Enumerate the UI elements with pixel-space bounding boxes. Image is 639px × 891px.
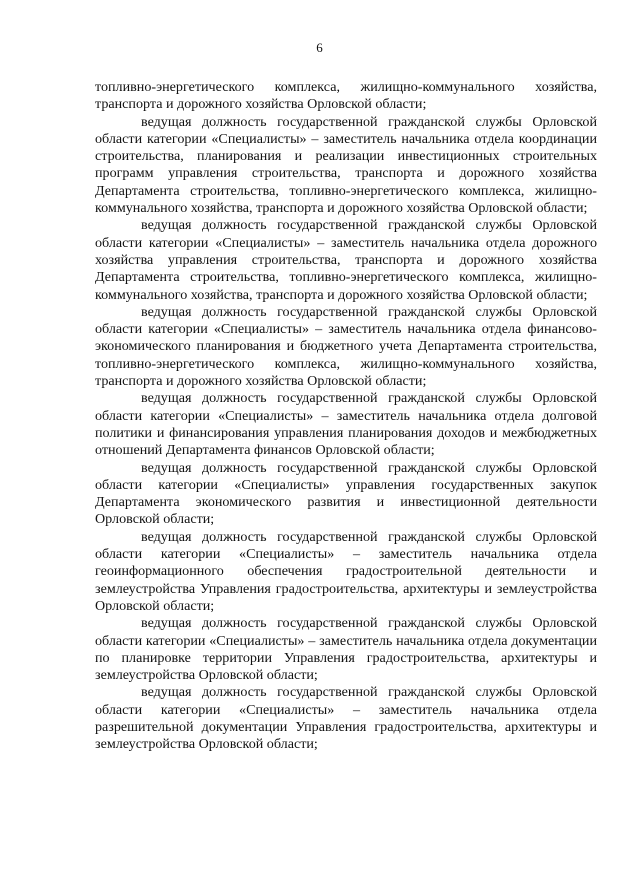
paragraph: ведущая должность государственной гражданской службы Орловской области категории «Специалисты» управления государственных закупок Департамента экономического развития и инвестиционной деятельности Орловской области; bbox=[95, 459, 597, 528]
paragraph: ведущая должность государственной гражданской службы Орловской области категории «Специалисты» – заместитель начальника отдела координации строительства, планирования и реализации инвестиционных строительных программ управления строительства, транспорта и дорожного хозяйства Департамента строительства, топливно-энергетического комплекса, жилищно-коммунального хозяйства, транспорта и дорожного хозяйства Орловской области; bbox=[95, 113, 597, 217]
paragraph: ведущая должность государственной гражданской службы Орловской области категории «Специалисты» – заместитель начальника отдела долговой политики и финансирования управления планирования доходов и межбюджетных отношений Департамента финансов Орловской области; bbox=[95, 390, 597, 459]
paragraph-continuation: топливно-энергетического комплекса, жилищно-коммунального хозяйства, транспорта и дорожного хозяйства Орловской области; bbox=[95, 79, 597, 113]
paragraph: ведущая должность государственной гражданской службы Орловской области категории «Специалисты» – заместитель начальника отдела документации по планировке территории Управления градостроительства, архитектуры и землеустройства Орловской области; bbox=[95, 615, 597, 684]
document-body bbox=[95, 79, 597, 754]
paragraph: ведущая должность государственной гражданской службы Орловской области категории «Специалисты» – заместитель начальника отдела дорожного хозяйства управления строительства, транспорта и дорожного хозяйства Департамента строительства, топливно-энергетического комплекса, жилищно-коммунального хозяйства, транспорта и дорожного хозяйства Орловской области; bbox=[95, 217, 597, 303]
page-number: 6 bbox=[316, 40, 323, 55]
paragraph: ведущая должность государственной гражданской службы Орловской области категории «Специалисты» – заместитель начальника отдела геоинформационного обеспечения градостроительной деятельности и землеустройства Управления градостроительства, архитектуры и землеустройства Орловской области; bbox=[95, 528, 597, 614]
paragraph: ведущая должность государственной гражданской службы Орловской области категории «Специалисты» – заместитель начальника отдела разрешительной документации Управления градостроительства, архитектуры и землеустройства Орловской области; bbox=[95, 684, 597, 753]
paragraph: ведущая должность государственной гражданской службы Орловской области категории «Специалисты» – заместитель начальника отдела финансово-экономического планирования и бюджетного учета Департамента строительства, топливно-энергетического комплекса, жилищно-коммунального хозяйства, транспорта и дорожного хозяйства Орловской области; bbox=[95, 303, 597, 390]
